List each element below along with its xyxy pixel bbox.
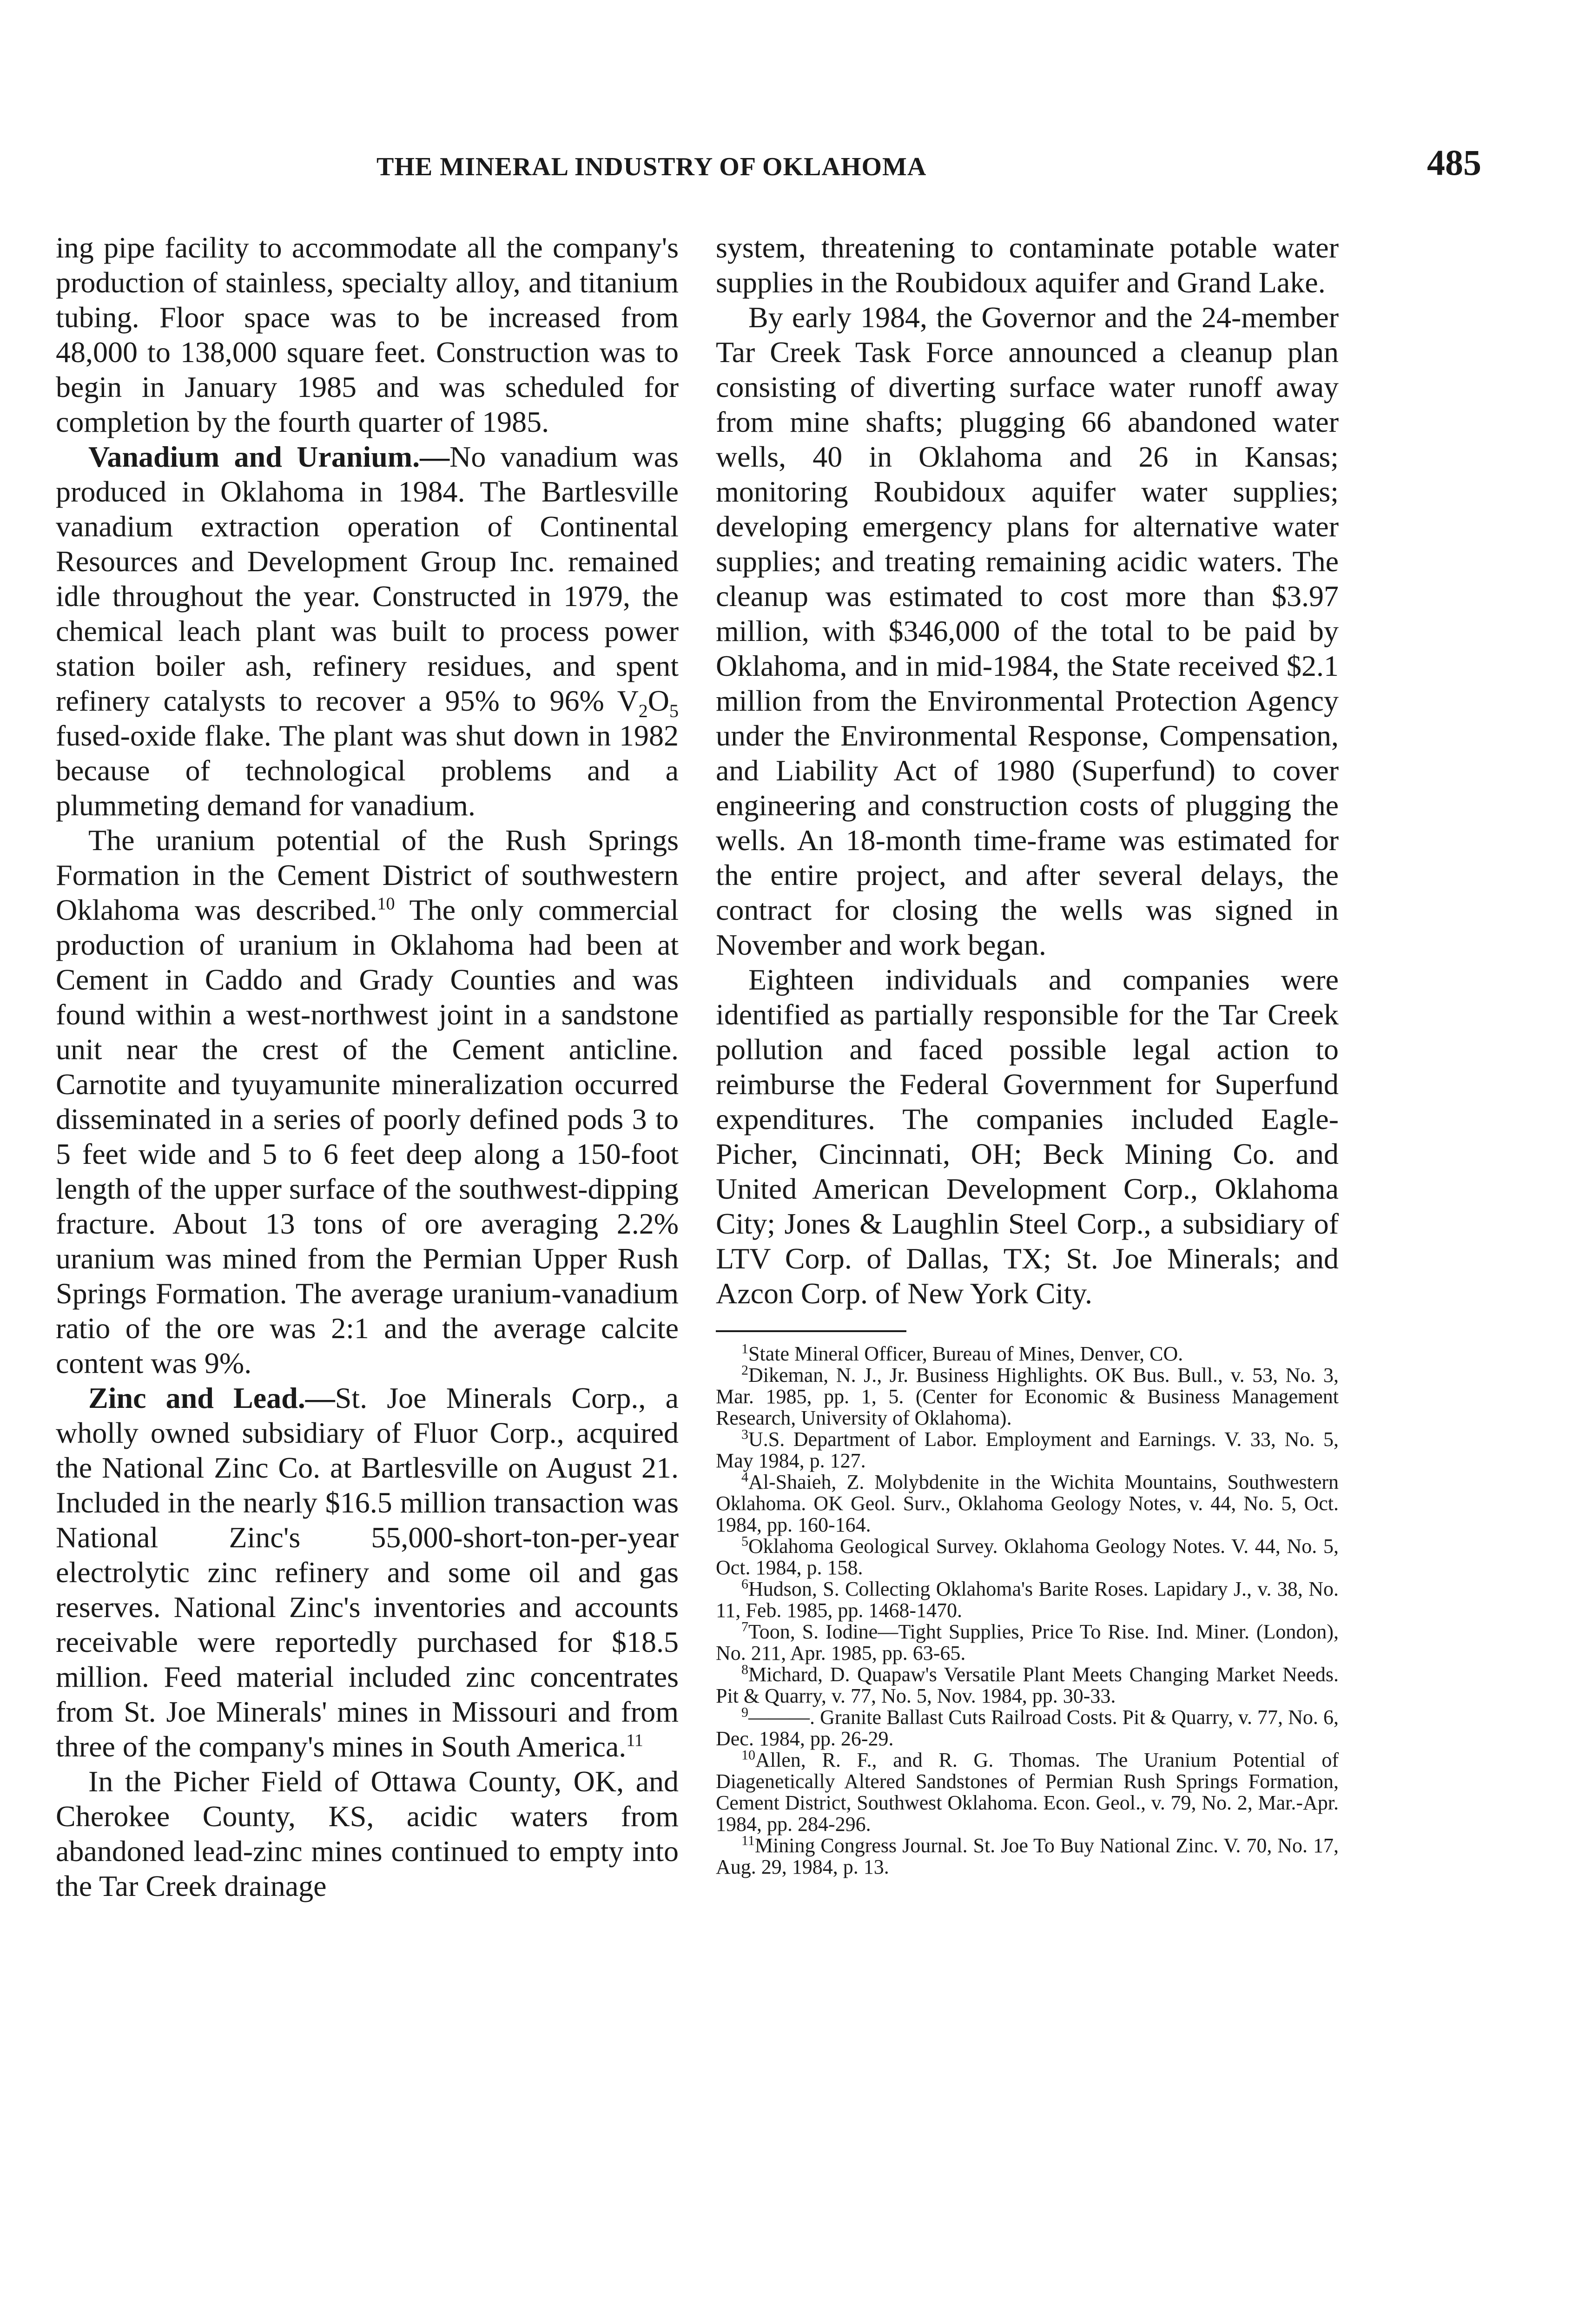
uranium-text-a: The uranium potential of the Rush Springs Formation in the Cement District of southwestern Oklahoma was described.: [56, 824, 679, 926]
paragraph-picher-field: In the Picher Field of Ottawa County, OK, and Cherokee County, KS, acidic waters from abandoned lead-zinc mines continued to empty into the Tar Creek drainage: [56, 1765, 679, 1902]
footnote: [716, 1469, 1339, 1536]
footnote: [716, 1704, 1339, 1750]
section-heading-vanadium-uranium: Vanadium and Uranium.—: [88, 440, 450, 473]
paragraph-responsible-parties: Eighteen individuals and companies were identified as partially responsible for the Tar Creek pollution and faced possible legal action to reimburse the Federal Government for Superfund expenditures. The companies included Eagle-Picher, Cincinnati, OH; Beck Mining Co. and United American Development Corp., Oklahoma City; Jones & Laughlin Steel Corp., a subsidiary of LTV Corp. of Dallas, TX; St. Joe Minerals; and Azcon Corp. of New York City.: [716, 963, 1339, 1310]
footnote: [716, 1533, 1339, 1579]
footnote-number: 3: [741, 1426, 748, 1442]
footnote-text: Hudson, S. Collecting Oklahoma's Barite Roses. Lapidary J., v. 38, No. 11, Feb. 1985, pp. 1468-1470.: [716, 1578, 1339, 1622]
footnote-number: 6: [741, 1576, 748, 1592]
v2o5-subscript-5: 5: [669, 700, 679, 721]
uranium-text-b: The only commercial production of uranium in Oklahoma had been at Cement in Caddo and Grady Counties and was found within a west-northwest joint in a sandstone unit near the crest of the Cement anticline. Carnotite and tyuyamunite mineralization occurred disseminated in a series of poorly defined pods 3 to 5 feet wide and 5 to 6 feet deep along a 150-foot length of the upper surface of the southwest-dipping fracture. About 13 tons of ore averaging 2.2% uranium was mined from the Permian Upper Rush Springs Formation. The average uranium-vanadium ratio of the ore was 2:1 and the average calcite content was 9%.: [56, 893, 679, 1380]
footnote: [716, 1664, 1339, 1707]
footnote-ref-10: 10: [377, 894, 395, 914]
footnote-text: Allen, R. F., and R. G. Thomas. The Uranium Potential of Diagenetically Altered Sandstones of Permian Rush Springs Formation, Cement District, Southwest Oklahoma. Econ. Geol., v. 79, No. 2, Mar.-Apr. 1984, pp. 284-296.: [716, 1749, 1339, 1835]
zinc-text: St. Joe Minerals Corp., a wholly owned subsidiary of Fluor Corp., acquired the National Zinc Co. at Bartlesville on August 21. Included in the nearly $16.5 million transaction was National Zinc's 55,000-short-ton-per-year electrolytic zinc refinery and some oil and gas reserves. National Zinc's inventories and accounts receivable were reportedly purchased for $18.5 million. Feed material included zinc concentrates from St. Joe Minerals' mines in Missouri and from three of the company's mines in South America.: [56, 1381, 679, 1763]
footnote-text: Oklahoma Geological Survey. Oklahoma Geology Notes. V. 44, No. 5, Oct. 1984, p. 158.: [716, 1535, 1339, 1579]
v2o5-oxygen: O: [647, 684, 669, 717]
footnote-number: 7: [741, 1619, 748, 1635]
paragraph-vanadium: [56, 439, 679, 823]
footnote-number: 4: [741, 1469, 748, 1485]
paragraph-pipe-facility: ing pipe facility to accommodate all the company's production of stainless, specialty alloy, and titanium tubing. Floor space was to be increased from 48,000 to 138,000 square feet. Construction was to begin in January 1985 and was scheduled for completion by the fourth quarter of 1985.: [56, 231, 679, 438]
footnote-text: Michard, D. Quapaw's Versatile Plant Meets Changing Market Needs. Pit & Quarry, v. 77, No. 5, Nov. 1984, pp. 30-33.: [716, 1663, 1339, 1707]
vanadium-text-a: No vanadium was produced in Oklahoma in 1984. The Bartlesville vanadium extraction operation of Continental Resources and Development Group Inc. remained idle throughout the year. Constructed in 1979, the chemical leach plant was built to process power station boiler ash, refinery residues, and spent refinery catalysts to recover a 95% to 96% V: [56, 440, 679, 717]
footnote: [716, 1362, 1339, 1429]
footnote-text: Dikeman, N. J., Jr. Business Highlights. OK Bus. Bull., v. 53, No. 3, Mar. 1985, pp. 1, 5. (Center for Economic & Business Management Research, University of Oklahoma).: [716, 1364, 1339, 1429]
footnote-ref-11: 11: [626, 1730, 643, 1750]
footnote-number: 2: [741, 1362, 748, 1378]
footnote-number: 1: [741, 1341, 748, 1357]
section-heading-zinc-lead: Zinc and Lead.—: [88, 1381, 335, 1414]
footnote-text: Al-Shaieh, Z. Molybdenite in the Wichita Mountains, Southwestern Oklahoma. OK Geol. Surv., Oklahoma Geology Notes, v. 44, No. 5, Oct. 1984, pp. 160-164.: [716, 1471, 1339, 1536]
footnote: [716, 1747, 1339, 1835]
footnote-number: 8: [741, 1662, 748, 1677]
running-head: THE MINERAL INDUSTRY OF OKLAHOMA: [376, 152, 927, 181]
footnote-number: 10: [741, 1747, 755, 1763]
paragraph-zinc-lead: [56, 1380, 679, 1764]
footnote-number: 11: [741, 1833, 755, 1849]
footnote-text: Mining Congress Journal. St. Joe To Buy National Zinc. V. 70, No. 17, Aug. 29, 1984, p. 13.: [716, 1834, 1339, 1878]
footnote-text: ———. Granite Ballast Cuts Railroad Costs. Pit & Quarry, v. 77, No. 6, Dec. 1984, pp. 26-29.: [716, 1706, 1339, 1750]
footnote-separator: [716, 1330, 906, 1332]
footnote: [716, 1621, 1339, 1664]
paragraph-tar-creek-drainage: system, threatening to contaminate potable water supplies in the Roubidoux aquifer and Grand Lake.: [716, 231, 1339, 299]
footnote-number: 9: [741, 1704, 748, 1720]
footnote-text: Toon, S. Iodine—Tight Supplies, Price To Rise. Ind. Miner. (London), No. 211, Apr. 1985, pp. 63-65.: [716, 1620, 1339, 1664]
paragraph-cleanup-plan: By early 1984, the Governor and the 24-member Tar Creek Task Force announced a cleanup plan consisting of diverting surface water runoff away from mine shafts; plugging 66 abandoned water wells, 40 in Oklahoma and 26 in Kansas; monitoring Roubidoux aquifer water supplies; developing emergency plans for alternative water supplies; and treating remaining acidic waters. The cleanup was estimated to cost more than $3.97 million, with $346,000 of the total to be paid by Oklahoma, and in mid-1984, the State received $2.1 million from the Environmental Protection Agency under the Environmental Response, Compensation, and Liability Act of 1980 (Superfund) to cover engineering and construction costs of plugging the wells. An 18-month time-frame was estimated for the entire project, and after several delays, the contract for closing the wells was signed in November and work began.: [716, 301, 1339, 961]
footnote: [716, 1835, 1339, 1878]
footnotes: [716, 1343, 1339, 1878]
footnote-text: State Mineral Officer, Bureau of Mines, Denver, CO.: [748, 1342, 1183, 1365]
footnote: [716, 1578, 1339, 1621]
right-column: [716, 230, 1339, 1878]
vanadium-text-b: fused-oxide flake. The plant was shut down in 1982 because of technological problems and a plummeting demand for vanadium.: [56, 719, 679, 822]
paragraph-uranium: [56, 823, 679, 1380]
page-number: 485: [1427, 142, 1481, 183]
footnote-number: 5: [741, 1533, 748, 1549]
footnote: [716, 1343, 1339, 1365]
footnote-text: U.S. Department of Labor. Employment and Earnings. V. 33, No. 5, May 1984, p. 127.: [716, 1428, 1339, 1472]
page-header: [56, 142, 1507, 198]
v2o5-subscript-2: 2: [638, 700, 648, 721]
left-column: [56, 230, 679, 1903]
footnote: [716, 1426, 1339, 1472]
